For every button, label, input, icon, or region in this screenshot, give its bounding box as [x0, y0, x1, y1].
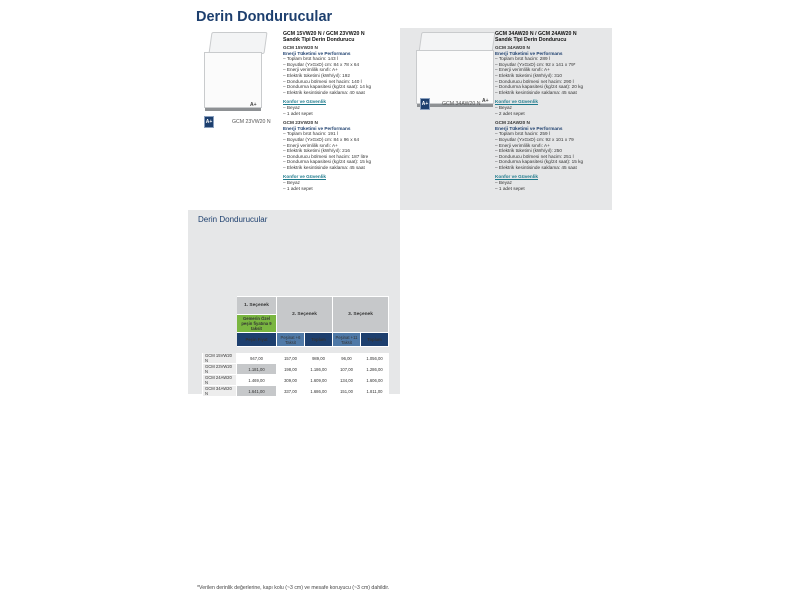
price-cell: 1.181,00: [237, 364, 277, 375]
column-header: Toplam: [305, 333, 333, 347]
column-header: Toplam: [361, 333, 389, 347]
spec-item: – Toplam brüt hacim: 259 l: [495, 131, 550, 137]
image-model-caption: GCM 34AW20 N: [442, 101, 481, 107]
price-cell: 157,00: [277, 353, 305, 364]
spec-item: – Toplam brüt hacim: 143 l: [283, 56, 338, 62]
spec-item: – Dondurma kapasitesi (kg/24 saat): 15 kg: [495, 159, 584, 165]
spec-block-right: [495, 31, 610, 191]
spec-item: – Enerji verimlilik sınıfı: A+: [495, 67, 550, 73]
product-badge: A+: [482, 98, 489, 104]
page-title: Derin Dondurucular: [196, 9, 333, 25]
price-cell: 1.286,00: [361, 364, 389, 375]
spec-block-left: [283, 31, 398, 191]
spec-item: – Elektrik tüketimi (kWh/yıl): 192: [283, 72, 350, 78]
product-badge: A+: [250, 102, 257, 108]
spec-model-2: GCM 24AW20 N: [495, 120, 530, 126]
spec-heading-models: GCM 34AW20 N / GCM 24AW20 N: [495, 31, 577, 37]
row-model: GCM 15VW20 N: [203, 353, 237, 364]
spec-item: – Boyutlar (YxGxD) cm: 92 x 141 x 79*: [495, 61, 576, 67]
comfort-item: – 2 adet sepet: [495, 110, 525, 116]
spec-heading-type: Sandık Tipi Derin Dondurucu: [283, 37, 355, 43]
option-3-header: 3. Seçenek: [333, 297, 389, 333]
table-row: [203, 353, 389, 364]
comfort-title: Konfor ve Güvenlik: [283, 174, 326, 180]
price-cell: 96,00: [333, 353, 361, 364]
price-cell: 309,00: [277, 375, 305, 386]
option-1-note: Gemerin Özel peşin fiyatına 9 taksit: [237, 315, 277, 333]
price-cell: 107,00: [333, 364, 361, 375]
spec-heading-models: GCM 15VW20 N / GCM 23VW20 N: [283, 31, 365, 37]
spec-group-title: Enerji Tüketimi ve Performans: [495, 125, 563, 131]
price-cell: 1.686,00: [305, 386, 333, 397]
energy-label-icon: A+: [204, 116, 214, 128]
comfort-item: – Beyaz: [283, 180, 300, 186]
spec-group-title: Enerji Tüketimi ve Performans: [283, 50, 351, 56]
spec-model-1: GCM 15VW20 N: [283, 45, 318, 50]
price-cell: 1.606,00: [361, 375, 389, 386]
comfort-item: – Beyaz: [283, 104, 300, 110]
spec-model-1: GCM 34AW20 N: [495, 45, 530, 50]
spec-item: – Boyutlar (YxGxD) cm: 84 x 78 x 64: [283, 61, 360, 67]
spec-model-2: GCM 23VW20 N: [283, 120, 318, 126]
comfort-item: – 1 adet sepet: [283, 185, 313, 191]
spec-item: – Dondurucu bölmesi net hacim: 140 l: [283, 78, 362, 84]
spec-item: – Dondurma kapasitesi (kg/24 saat): 20 kg: [495, 84, 584, 90]
freezer-body: [204, 52, 262, 108]
spec-item: – Elektrik tüketimi (kWh/yıl): 216: [283, 148, 350, 154]
image-model-caption: GCM 23VW20 N: [232, 119, 271, 125]
column-header: Peşinat +11 Taksit: [333, 333, 361, 347]
freezer-body: [416, 50, 494, 104]
price-cell: 134,00: [333, 375, 361, 386]
price-cell: 947,00: [237, 353, 277, 364]
freezer-base: [205, 108, 261, 111]
row-model: GCM 23VW20 N: [203, 364, 237, 375]
spec-item: – Elektrik tüketimi (kWh/yıl): 250: [495, 148, 562, 154]
table-row: [203, 375, 389, 386]
table-row: [203, 364, 389, 375]
spec-item: – Dondurma kapasitesi (kg/24 saat): 15 kg: [283, 159, 372, 165]
price-cell: 1.469,00: [237, 375, 277, 386]
spec-item: – Enerji verimlilik sınıfı: A+: [495, 142, 550, 148]
spec-item: – Toplam brüt hacim: 289 l: [495, 56, 550, 62]
freezer-image-left: [202, 32, 272, 116]
product-panel-left: [188, 28, 400, 210]
spec-item: – Elektrik kesintisinde saklama: 40 saat: [283, 89, 365, 95]
price-cell: 1.641,00: [237, 386, 277, 397]
price-cell: 1.609,00: [305, 375, 333, 386]
spec-item: – Elektrik kesintisinde saklama: 45 saat: [495, 89, 577, 95]
comfort-item: – 1 adet sepet: [283, 110, 313, 116]
column-header: Peşinat +6 Taksit: [277, 333, 305, 347]
spec-item: – Dondurucu bölmesi net hacim: 187 litre: [283, 153, 369, 159]
option-2-header: 2. Seçenek: [277, 297, 333, 333]
footnote: *Verilen derinlik değerlerine, kapı kolu (~3 cm) ve mesafe koruyucu (~3 cm) dahildir.: [197, 585, 390, 591]
comfort-item: – 1 adet sepet: [495, 185, 525, 191]
spec-item: – Elektrik kesintisinde saklama: 45 saat: [283, 164, 365, 170]
price-section-title: Derin Dondurucular: [198, 215, 268, 224]
column-header: Peşin Fiyat: [237, 333, 277, 347]
price-cell: 151,00: [333, 386, 361, 397]
comfort-title: Konfor ve Güvenlik: [495, 174, 538, 180]
spec-group-title: Enerji Tüketimi ve Performans: [283, 125, 351, 131]
row-model: GCM 24AW20 N: [203, 375, 237, 386]
price-cell: 989,00: [305, 353, 333, 364]
row-model: GCM 34AW20 N: [203, 386, 237, 397]
spec-item: – Elektrik tüketimi (kWh/yıl): 310: [495, 72, 562, 78]
spec-group-title: Enerji Tüketimi ve Performans: [495, 50, 563, 56]
comfort-title: Konfor ve Güvenlik: [283, 99, 326, 105]
price-cell: 198,00: [277, 364, 305, 375]
energy-label-icon: A+: [420, 98, 430, 110]
price-cell: 1.186,00: [305, 364, 333, 375]
option-1-header: 1. Seçenek: [237, 297, 277, 315]
price-cell: 337,00: [277, 386, 305, 397]
spec-item: – Dondurucu bölmesi net hacim: 290 l: [495, 78, 574, 84]
page-header: [188, 6, 612, 28]
spec-item: – Enerji verimlilik sınıfı: A+: [283, 142, 338, 148]
spec-item: – Enerji verimlilik sınıfı: A+: [283, 67, 338, 73]
spec-item: – Dondurucu bölmesi net hacim: 251 l: [495, 153, 574, 159]
spec-item: – Boyutlar (YxGxD) cm: 92 x 101 x 79: [495, 136, 574, 142]
spec-item: – Boyutlar (YxGxD) cm: 84 x 96 x 64: [283, 136, 360, 142]
comfort-item: – Beyaz: [495, 104, 512, 110]
price-cell: 1.811,00: [361, 386, 389, 397]
freezer-lid: [208, 32, 267, 54]
spec-item: – Dondurma kapasitesi (kg/24 saat): 14 kg: [283, 84, 372, 90]
price-panel: [188, 210, 400, 394]
spec-item: – Elektrik kesintisinde saklama: 45 saat: [495, 164, 577, 170]
product-panel-right: [400, 28, 612, 210]
spec-item: – Toplam brüt hacim: 191 l: [283, 131, 338, 137]
spec-heading-type: Sandık Tipi Derin Dondurucu: [495, 37, 567, 43]
price-table: [202, 296, 389, 397]
price-cell: 1.056,00: [361, 353, 389, 364]
table-row: [203, 386, 389, 397]
comfort-title: Konfor ve Güvenlik: [495, 99, 538, 105]
freezer-lid: [419, 32, 496, 52]
comfort-item: – Beyaz: [495, 180, 512, 186]
